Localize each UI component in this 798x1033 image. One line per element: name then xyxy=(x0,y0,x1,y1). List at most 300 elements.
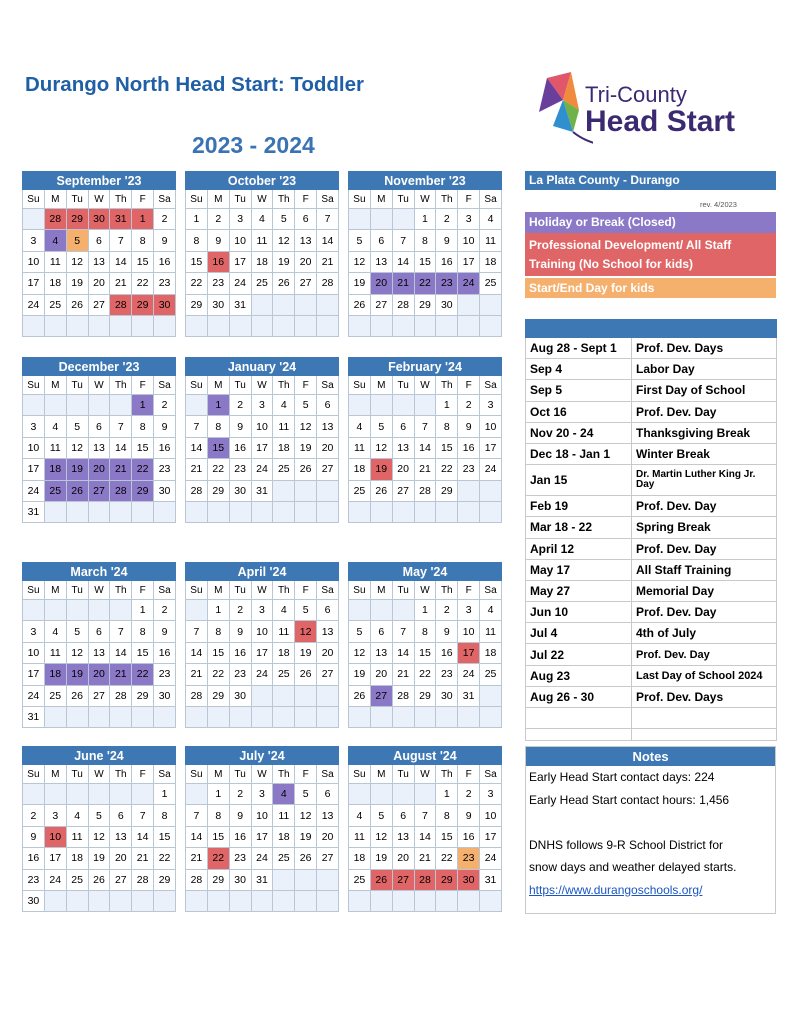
day-cell: 11 xyxy=(480,230,502,251)
day-cell: 12 xyxy=(66,642,88,663)
day-cell: 5 xyxy=(295,784,317,805)
weekday-label: M xyxy=(370,765,392,784)
day-cell: 24 xyxy=(251,459,273,480)
empty-day-cell xyxy=(480,501,502,522)
empty-day-cell xyxy=(110,600,132,621)
day-cell: 24 xyxy=(458,273,480,294)
event-label: Prof. Dev. Day xyxy=(632,401,777,422)
day-cell: 9 xyxy=(458,805,480,826)
day-cell: 2 xyxy=(207,209,229,230)
day-cell: 25 xyxy=(44,685,66,706)
day-cell: 7 xyxy=(186,805,208,826)
weekday-label: Th xyxy=(436,581,458,600)
month-calendar xyxy=(348,746,502,912)
weekday-label: Su xyxy=(186,376,208,395)
weekday-label: Th xyxy=(110,190,132,209)
weekday-label: M xyxy=(44,581,66,600)
day-cell: 7 xyxy=(317,209,339,230)
weekday-label: Th xyxy=(273,190,295,209)
empty-day-cell xyxy=(66,501,88,522)
day-cell: 28 xyxy=(110,685,132,706)
day-cell: 1 xyxy=(132,395,154,416)
day-cell: 18 xyxy=(44,664,66,685)
day-cell: 11 xyxy=(251,230,273,251)
day-cell: 28 xyxy=(186,480,208,501)
event-row xyxy=(526,517,777,538)
day-cell: 14 xyxy=(110,642,132,663)
day-cell: 30 xyxy=(23,890,45,911)
day-cell: 18 xyxy=(44,459,66,480)
day-cell: 23 xyxy=(229,459,251,480)
school-year: 2023 - 2024 xyxy=(192,132,315,158)
empty-day-cell xyxy=(251,501,273,522)
day-cell: 30 xyxy=(207,294,229,315)
month-title: March '24 xyxy=(23,563,176,581)
day-cell: 3 xyxy=(251,395,273,416)
day-cell: 8 xyxy=(132,230,154,251)
district-website-link[interactable]: https://www.durangoschools.org/ xyxy=(529,882,703,897)
day-cell: 1 xyxy=(207,395,229,416)
day-cell: 2 xyxy=(154,600,176,621)
day-cell: 29 xyxy=(132,480,154,501)
day-cell: 8 xyxy=(154,805,176,826)
weekday-label: W xyxy=(414,376,436,395)
month-title: April '24 xyxy=(186,563,339,581)
day-cell: 22 xyxy=(132,664,154,685)
day-cell: 30 xyxy=(436,294,458,315)
day-cell: 21 xyxy=(186,459,208,480)
event-label: Prof. Dev. Day xyxy=(632,538,777,559)
day-cell: 9 xyxy=(436,621,458,642)
empty-day-cell xyxy=(207,315,229,336)
day-cell: 5 xyxy=(88,805,110,826)
event-date: Oct 16 xyxy=(526,401,632,422)
day-cell: 24 xyxy=(44,869,66,890)
day-cell: 19 xyxy=(349,273,371,294)
day-cell: 21 xyxy=(317,251,339,272)
empty-day-cell xyxy=(44,890,66,911)
day-cell: 7 xyxy=(392,230,414,251)
weekday-label: W xyxy=(414,190,436,209)
day-cell: 7 xyxy=(414,416,436,437)
empty-day-cell xyxy=(273,869,295,890)
notes-panel xyxy=(525,746,776,914)
day-cell: 25 xyxy=(480,664,502,685)
day-cell: 26 xyxy=(66,480,88,501)
day-cell: 25 xyxy=(251,273,273,294)
day-cell: 4 xyxy=(349,416,371,437)
day-cell: 10 xyxy=(480,416,502,437)
day-cell: 31 xyxy=(23,501,45,522)
day-cell: 21 xyxy=(414,848,436,869)
day-cell: 29 xyxy=(207,480,229,501)
day-cell: 8 xyxy=(414,230,436,251)
day-cell: 9 xyxy=(154,621,176,642)
empty-day-cell xyxy=(229,315,251,336)
empty-day-cell xyxy=(207,501,229,522)
event-row xyxy=(526,422,777,443)
empty-day-cell xyxy=(23,395,45,416)
day-cell: 26 xyxy=(66,294,88,315)
day-cell: 12 xyxy=(370,437,392,458)
day-cell: 5 xyxy=(349,621,371,642)
event-row xyxy=(526,401,777,422)
day-cell: 8 xyxy=(207,416,229,437)
day-cell: 8 xyxy=(207,805,229,826)
day-cell: 14 xyxy=(317,230,339,251)
day-cell: 23 xyxy=(458,848,480,869)
day-cell: 24 xyxy=(251,664,273,685)
empty-day-cell xyxy=(132,706,154,727)
event-label: Winter Break xyxy=(632,443,777,464)
day-cell: 1 xyxy=(132,209,154,230)
day-cell: 10 xyxy=(23,437,45,458)
weekday-label: F xyxy=(132,765,154,784)
event-date: Jul 4 xyxy=(526,623,632,644)
day-cell: 28 xyxy=(317,273,339,294)
event-empty-cell xyxy=(526,729,632,741)
day-cell: 10 xyxy=(480,805,502,826)
event-date: Sep 4 xyxy=(526,359,632,380)
day-cell: 18 xyxy=(273,437,295,458)
day-cell: 16 xyxy=(207,251,229,272)
weekday-label: Sa xyxy=(317,376,339,395)
empty-day-cell xyxy=(273,480,295,501)
day-cell: 4 xyxy=(66,805,88,826)
empty-day-cell xyxy=(458,480,480,501)
day-cell: 28 xyxy=(186,869,208,890)
day-cell: 31 xyxy=(23,706,45,727)
event-row xyxy=(526,665,777,686)
empty-day-cell xyxy=(186,395,208,416)
event-date: Aug 23 xyxy=(526,665,632,686)
event-empty-cell xyxy=(632,708,777,729)
day-cell: 20 xyxy=(88,273,110,294)
day-cell: 10 xyxy=(251,621,273,642)
day-cell: 19 xyxy=(88,848,110,869)
day-cell: 26 xyxy=(295,459,317,480)
day-cell: 7 xyxy=(132,805,154,826)
day-cell: 23 xyxy=(436,664,458,685)
weekday-label: F xyxy=(295,765,317,784)
day-cell: 6 xyxy=(317,784,339,805)
notes-blank xyxy=(526,811,775,834)
weekday-label: W xyxy=(88,190,110,209)
empty-day-cell xyxy=(414,784,436,805)
month-calendar xyxy=(22,171,176,337)
event-label: First Day of School xyxy=(632,380,777,401)
day-cell: 25 xyxy=(273,848,295,869)
day-cell: 20 xyxy=(317,826,339,847)
day-cell: 21 xyxy=(414,459,436,480)
empty-day-cell xyxy=(436,890,458,911)
day-cell: 8 xyxy=(436,416,458,437)
day-cell: 27 xyxy=(88,294,110,315)
day-cell: 16 xyxy=(154,437,176,458)
day-cell: 7 xyxy=(392,621,414,642)
weekday-label: W xyxy=(251,765,273,784)
day-cell: 8 xyxy=(186,230,208,251)
day-cell: 7 xyxy=(110,621,132,642)
events-header-cell xyxy=(526,320,632,338)
empty-day-cell xyxy=(436,315,458,336)
empty-day-cell xyxy=(23,315,45,336)
empty-day-cell xyxy=(44,501,66,522)
event-label: Spring Break xyxy=(632,517,777,538)
empty-day-cell xyxy=(66,395,88,416)
day-cell: 7 xyxy=(110,416,132,437)
weekday-label: F xyxy=(132,376,154,395)
empty-day-cell xyxy=(414,890,436,911)
day-cell: 13 xyxy=(370,251,392,272)
day-cell: 10 xyxy=(458,621,480,642)
day-cell: 29 xyxy=(436,869,458,890)
weekday-label: M xyxy=(370,581,392,600)
day-cell: 4 xyxy=(44,416,66,437)
empty-day-cell xyxy=(349,600,371,621)
day-cell: 10 xyxy=(251,805,273,826)
month-calendar xyxy=(348,171,502,337)
day-cell: 29 xyxy=(66,209,88,230)
empty-day-cell xyxy=(132,501,154,522)
empty-day-cell xyxy=(392,315,414,336)
event-date: Aug 28 - Sept 1 xyxy=(526,338,632,359)
empty-day-cell xyxy=(349,209,371,230)
empty-day-cell xyxy=(251,685,273,706)
event-row xyxy=(526,359,777,380)
day-cell: 28 xyxy=(186,685,208,706)
day-cell: 1 xyxy=(414,600,436,621)
day-cell: 16 xyxy=(436,251,458,272)
day-cell: 26 xyxy=(273,273,295,294)
empty-day-cell xyxy=(186,784,208,805)
empty-day-cell xyxy=(44,600,66,621)
day-cell: 21 xyxy=(186,664,208,685)
empty-day-cell xyxy=(458,706,480,727)
event-date: Jan 15 xyxy=(526,465,632,496)
day-cell: 15 xyxy=(207,826,229,847)
weekday-label: Th xyxy=(436,765,458,784)
day-cell: 14 xyxy=(132,826,154,847)
day-cell: 31 xyxy=(251,480,273,501)
day-cell: 18 xyxy=(66,848,88,869)
day-cell: 10 xyxy=(23,642,45,663)
weekday-label: Sa xyxy=(317,190,339,209)
day-cell: 4 xyxy=(273,600,295,621)
day-cell: 12 xyxy=(295,805,317,826)
day-cell: 20 xyxy=(370,664,392,685)
day-cell: 25 xyxy=(44,294,66,315)
day-cell: 5 xyxy=(273,209,295,230)
day-cell: 11 xyxy=(44,437,66,458)
day-cell: 15 xyxy=(414,642,436,663)
day-cell: 23 xyxy=(229,664,251,685)
empty-day-cell xyxy=(458,501,480,522)
day-cell: 17 xyxy=(23,459,45,480)
day-cell: 27 xyxy=(110,869,132,890)
day-cell: 29 xyxy=(132,294,154,315)
day-cell: 13 xyxy=(392,826,414,847)
empty-day-cell xyxy=(458,294,480,315)
empty-day-cell xyxy=(88,315,110,336)
day-cell: 13 xyxy=(392,437,414,458)
weekday-label: Sa xyxy=(317,765,339,784)
weekday-label: Su xyxy=(186,581,208,600)
event-row-empty xyxy=(526,708,777,729)
county-header: La Plata County - Durango xyxy=(525,171,776,190)
day-cell: 4 xyxy=(480,600,502,621)
day-cell: 29 xyxy=(207,869,229,890)
day-cell: 16 xyxy=(154,642,176,663)
day-cell: 14 xyxy=(186,642,208,663)
day-cell: 22 xyxy=(414,664,436,685)
weekday-label: W xyxy=(414,581,436,600)
day-cell: 2 xyxy=(154,209,176,230)
empty-day-cell xyxy=(132,784,154,805)
empty-day-cell xyxy=(317,869,339,890)
day-cell: 19 xyxy=(370,848,392,869)
day-cell: 17 xyxy=(251,826,273,847)
day-cell: 15 xyxy=(414,251,436,272)
weekday-label: Sa xyxy=(154,190,176,209)
day-cell: 21 xyxy=(110,459,132,480)
event-date: Aug 26 - 30 xyxy=(526,686,632,707)
day-cell: 19 xyxy=(349,664,371,685)
weekday-label: Sa xyxy=(480,581,502,600)
weekday-label: W xyxy=(251,376,273,395)
empty-day-cell xyxy=(186,600,208,621)
empty-day-cell xyxy=(295,685,317,706)
logo-line2: Head Start xyxy=(585,105,736,138)
day-cell: 28 xyxy=(414,480,436,501)
empty-day-cell xyxy=(88,501,110,522)
weekday-label: Su xyxy=(186,190,208,209)
empty-day-cell xyxy=(392,706,414,727)
weekday-label: Su xyxy=(23,581,45,600)
day-cell: 25 xyxy=(349,869,371,890)
weekday-label: Tu xyxy=(392,376,414,395)
empty-day-cell xyxy=(317,480,339,501)
weekday-label: M xyxy=(207,376,229,395)
empty-day-cell xyxy=(132,315,154,336)
day-cell: 30 xyxy=(229,869,251,890)
day-cell: 9 xyxy=(229,805,251,826)
day-cell: 10 xyxy=(458,230,480,251)
event-row xyxy=(526,496,777,517)
day-cell: 25 xyxy=(480,273,502,294)
day-cell: 13 xyxy=(110,826,132,847)
event-label: Dr. Martin Luther King Jr. Day xyxy=(632,465,777,496)
weekday-label: Th xyxy=(110,581,132,600)
empty-day-cell xyxy=(295,869,317,890)
event-label: Labor Day xyxy=(632,359,777,380)
empty-day-cell xyxy=(370,706,392,727)
empty-day-cell xyxy=(23,600,45,621)
day-cell: 9 xyxy=(229,416,251,437)
legend-holiday: Holiday or Break (Closed) xyxy=(525,212,776,233)
day-cell: 26 xyxy=(370,869,392,890)
day-cell: 21 xyxy=(132,848,154,869)
day-cell: 21 xyxy=(186,848,208,869)
day-cell: 6 xyxy=(295,209,317,230)
empty-day-cell xyxy=(110,315,132,336)
day-cell: 11 xyxy=(44,642,66,663)
day-cell: 2 xyxy=(458,395,480,416)
empty-day-cell xyxy=(480,294,502,315)
day-cell: 14 xyxy=(186,826,208,847)
empty-day-cell xyxy=(110,395,132,416)
day-cell: 6 xyxy=(392,805,414,826)
weekday-label: M xyxy=(207,190,229,209)
day-cell: 15 xyxy=(132,642,154,663)
empty-day-cell xyxy=(207,706,229,727)
event-date: May 27 xyxy=(526,580,632,601)
empty-day-cell xyxy=(207,890,229,911)
empty-day-cell xyxy=(132,890,154,911)
weekday-label: M xyxy=(44,376,66,395)
weekday-label: Sa xyxy=(154,581,176,600)
weekday-label: Tu xyxy=(66,581,88,600)
weekday-label: Sa xyxy=(317,581,339,600)
empty-day-cell xyxy=(392,784,414,805)
day-cell: 28 xyxy=(392,294,414,315)
notes-contact-hours: Early Head Start contact hours: 1,456 xyxy=(529,792,730,807)
day-cell: 2 xyxy=(229,600,251,621)
day-cell: 15 xyxy=(132,251,154,272)
day-cell: 22 xyxy=(132,459,154,480)
day-cell: 23 xyxy=(458,459,480,480)
empty-day-cell xyxy=(66,706,88,727)
empty-day-cell xyxy=(110,501,132,522)
day-cell: 3 xyxy=(229,209,251,230)
day-cell: 20 xyxy=(88,459,110,480)
weekday-label: Th xyxy=(110,376,132,395)
weekday-label: M xyxy=(44,765,66,784)
weekday-label: Sa xyxy=(480,190,502,209)
weekday-label: Tu xyxy=(229,581,251,600)
day-cell: 18 xyxy=(273,826,295,847)
day-cell: 28 xyxy=(414,869,436,890)
empty-day-cell xyxy=(295,890,317,911)
day-cell: 3 xyxy=(251,600,273,621)
day-cell: 16 xyxy=(229,437,251,458)
weekday-label: F xyxy=(458,376,480,395)
revision-note: rev. 4/2023 xyxy=(700,200,737,209)
day-cell: 16 xyxy=(458,437,480,458)
page-title: Durango North Head Start: Toddler xyxy=(25,73,365,96)
empty-day-cell xyxy=(349,395,371,416)
day-cell: 29 xyxy=(414,685,436,706)
month-calendar xyxy=(185,357,339,523)
day-cell: 6 xyxy=(88,621,110,642)
day-cell: 15 xyxy=(132,437,154,458)
day-cell: 26 xyxy=(370,480,392,501)
day-cell: 16 xyxy=(458,826,480,847)
empty-day-cell xyxy=(349,784,371,805)
day-cell: 6 xyxy=(110,805,132,826)
day-cell: 18 xyxy=(349,848,371,869)
day-cell: 15 xyxy=(436,437,458,458)
day-cell: 13 xyxy=(317,805,339,826)
event-row xyxy=(526,380,777,401)
day-cell: 11 xyxy=(349,437,371,458)
event-date: Dec 18 - Jan 1 xyxy=(526,443,632,464)
empty-day-cell xyxy=(370,890,392,911)
day-cell: 16 xyxy=(23,848,45,869)
day-cell: 1 xyxy=(154,784,176,805)
empty-day-cell xyxy=(392,890,414,911)
day-cell: 28 xyxy=(392,685,414,706)
